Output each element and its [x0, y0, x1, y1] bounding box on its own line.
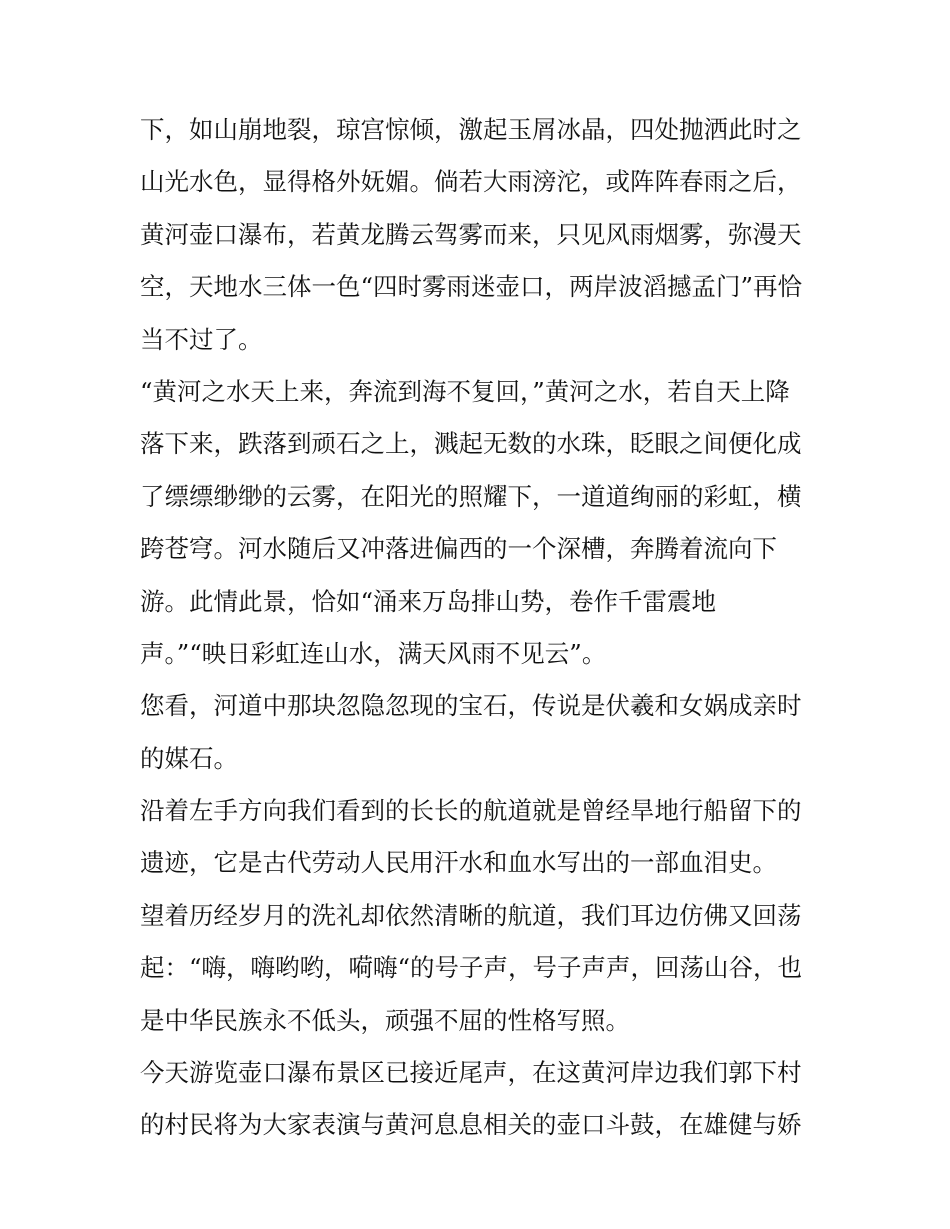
text-line: 您看，河道中那块忽隐忽现的宝石，传说是伏羲和女娲成亲时 [140, 691, 802, 721]
text-line: 声。”“映日彩虹连山水，满天风雨不见云”。 [140, 638, 607, 668]
text-line: 是中华民族永不低头，顽强不屈的性格写照。 [140, 1005, 630, 1035]
paragraph-matchmaking-stone [140, 680, 812, 785]
text-line: 当不过了。 [140, 324, 263, 354]
text-line: 游。此情此景，恰如“涌来万岛排山势，卷作千雷震地 [140, 586, 717, 616]
text-line: 黄河壶口瀑布，若黄龙腾云驾雾而来，只见风雨烟雾，弥漫天 [140, 219, 802, 249]
text-line: 空，天地水三体一色“四时雾雨迷壶口，两岸波滔撼孟门”再恰 [140, 272, 803, 302]
text-line: 跨苍穹。河水随后又冲落进偏西的一个深槽，奔腾着流向下 [140, 534, 777, 564]
text-line: 的村民将为大家表演与黄河息息相关的壶口斗鼓，在雄健与娇 [140, 1110, 802, 1140]
text-line: 山光水色，显得格外妩媚。倘若大雨滂沱，或阵阵春雨之后， [140, 167, 802, 197]
text-line: 起：“嗨，嗨哟哟，嗬嗨“的号子声，号子声声，回荡山谷，也 [140, 953, 803, 983]
text-line: 了缥缥缈缈的云雾，在阳光的照耀下，一道道绚丽的彩虹，横 [140, 481, 802, 511]
paragraph-channel-relics [140, 785, 812, 890]
text-line: “黄河之水天上来，奔流到海不复回，”黄河之水，若自天上降 [140, 376, 790, 406]
text-line: 望着历经岁月的洗礼却依然清晰的航道，我们耳边仿佛又回荡 [140, 900, 802, 930]
paragraph-yellow-river-poem [140, 366, 812, 680]
paragraph-waterfall-scenery [140, 104, 812, 366]
text-line: 今天游览壶口瀑布景区已接近尾声，在这黄河岸边我们郭下村 [140, 1058, 802, 1088]
text-line: 遗迹，它是古代劳动人民用汗水和血水写出的一部血泪史。 [140, 848, 777, 878]
text-line: 沿着左手方向我们看到的长长的航道就是曾经旱地行船留下的 [140, 796, 802, 826]
paragraph-boatmen-chant [140, 890, 812, 1047]
paragraph-drum-performance [140, 1047, 812, 1152]
text-line: 的媒石。 [140, 743, 238, 773]
text-line: 下，如山崩地裂，琼宫惊倾，激起玉屑冰晶，四处抛洒此时之 [140, 115, 802, 144]
document-body [140, 104, 812, 1152]
text-line: 落下来，跌落到顽石之上，溅起无数的水珠，眨眼之间便化成 [140, 429, 802, 459]
